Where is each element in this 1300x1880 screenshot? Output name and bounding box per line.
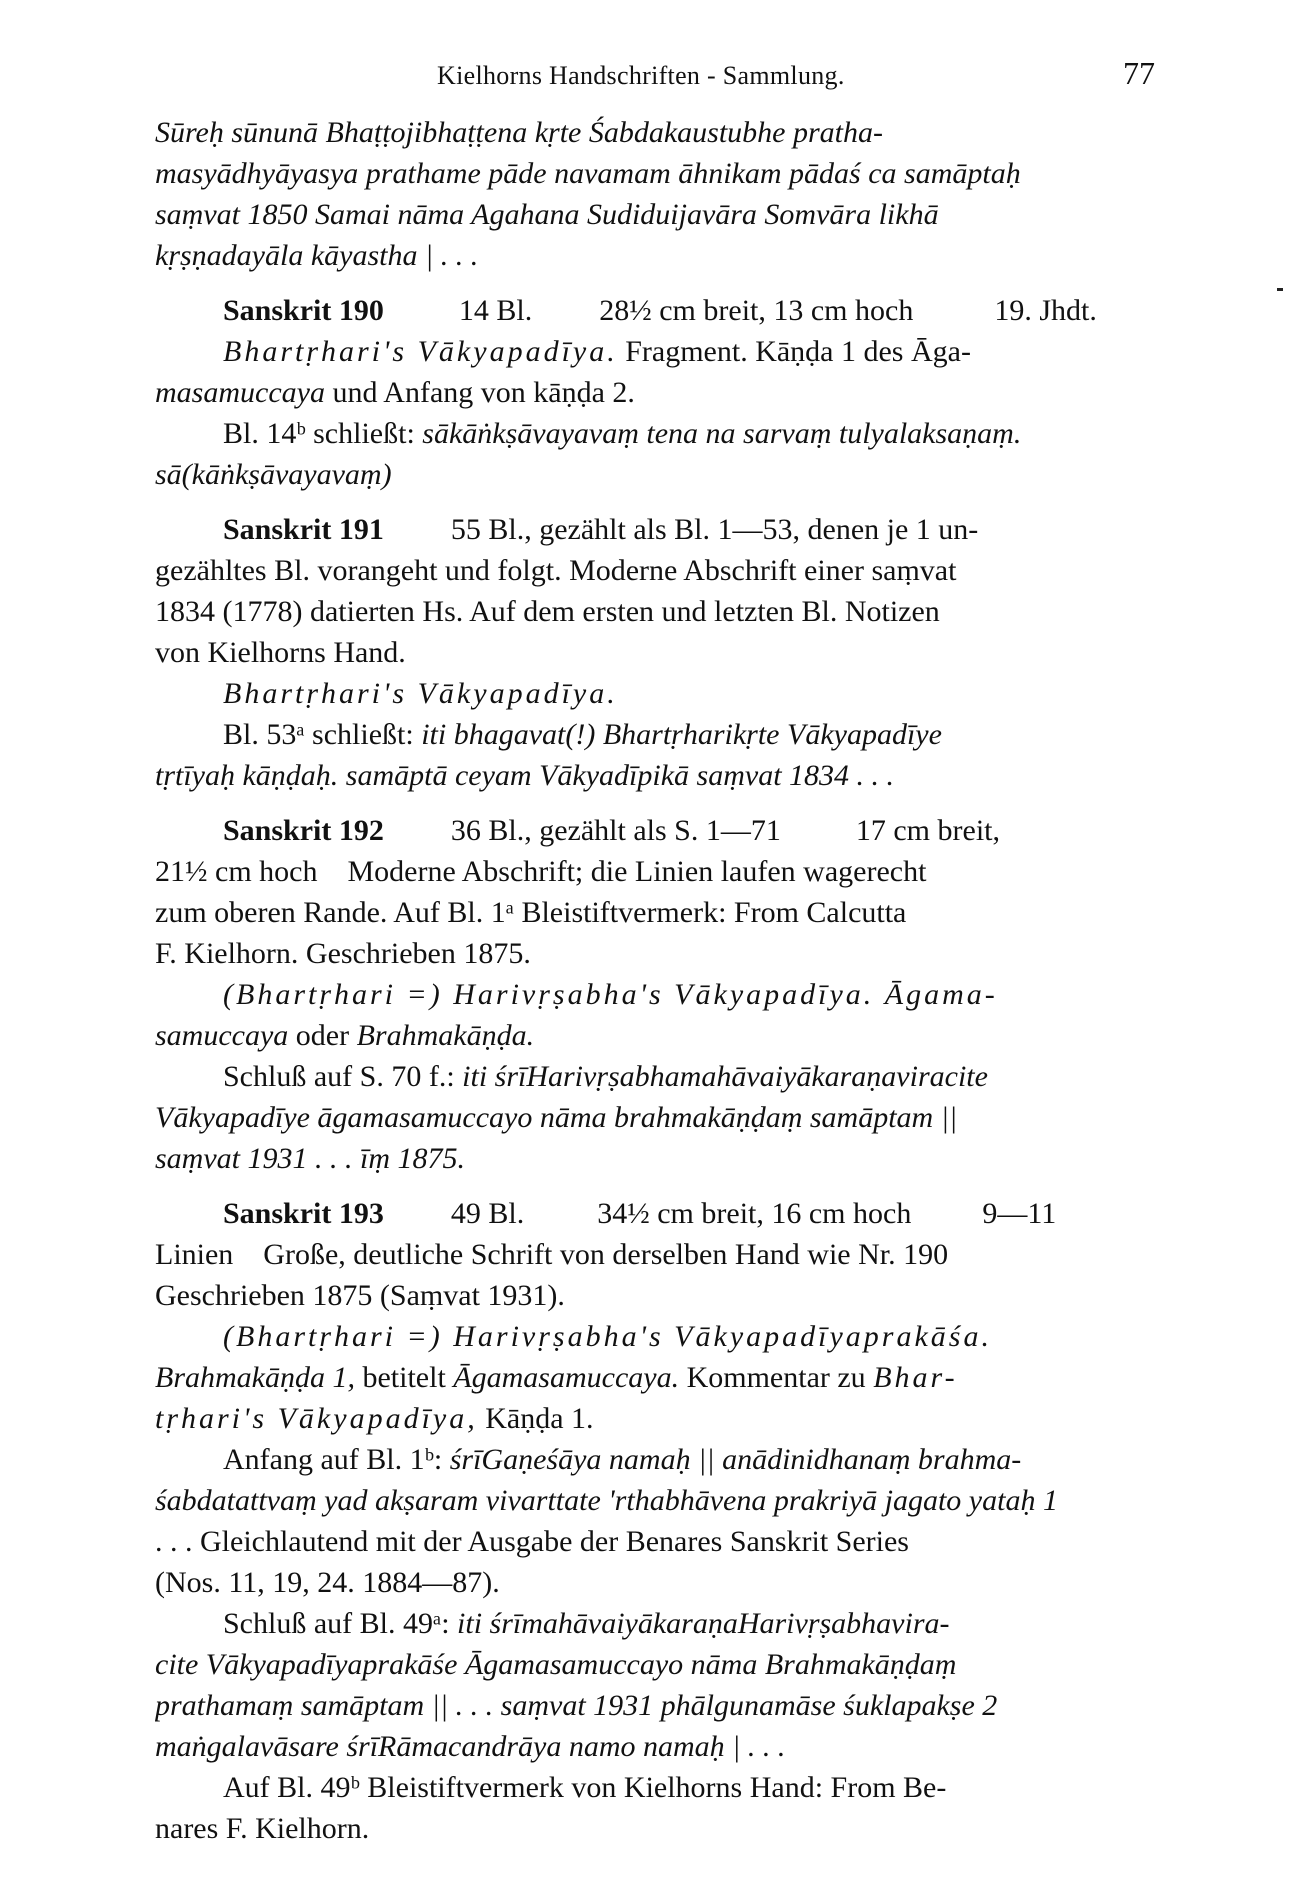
- sanskrit-text: sākāṅkṣāvayavaṃ tena na sarvaṃ tulyalaksaṇaṃ.: [422, 417, 1022, 450]
- work-title: tṛhari's Vākyapadīya,: [155, 1402, 478, 1435]
- text-segment: 55 Bl., gezählt als Bl. 1—53, denen je 1 un-: [450, 513, 979, 546]
- running-title: Kielhorns Handschriften - Sammlung.: [437, 61, 845, 90]
- text-segment: betitelt: [354, 1361, 454, 1394]
- text-line: zum oberen Rande. Auf Bl. 1ᵃ Bleistiftvermerk: From Calcutta: [155, 896, 907, 929]
- sanskrit-text: saṃvat 1850 Samai nāma Agahana Sudiduijavāra Somvāra likhā: [155, 198, 939, 231]
- sanskrit-text: śrīGaṇeśāya namaḥ || anādinidhanaṃ brahma-: [449, 1443, 1022, 1476]
- text-line: [155, 1097, 1155, 1138]
- entry-heading: Sanskrit 193: [223, 1197, 384, 1230]
- sanskrit-text: Sūreḥ sūnunā Bhaṭṭojibhaṭṭena kṛte Śabdakaustubhe pratha-: [155, 116, 883, 149]
- text-line: [155, 755, 1155, 796]
- sanskrit-text: iti śrīHarivṛṣabhamahāvaiyākaraṇaviracite: [462, 1060, 988, 1093]
- sanskrit-text: Āgamasamuccaya.: [453, 1361, 680, 1394]
- text-line: [155, 1644, 1155, 1685]
- sanskrit-text: sā(kāṅkṣāvayavaṃ): [155, 458, 392, 491]
- sanskrit-text: Brahmakāṇḍa.: [356, 1019, 535, 1052]
- entry-sanskrit-190: [155, 290, 1155, 495]
- text-line: Linien Große, deutliche Schrift von derselben Hand wie Nr. 190: [155, 1238, 949, 1271]
- sanskrit-text: kṛṣṇadayāla kāyastha | . . .: [155, 239, 479, 272]
- entry-heading-line: [155, 509, 1155, 550]
- sanskrit-text: prathamaṃ samāptam || . . . saṃvat 1931 phālgunamāse śuklapakṣe 2: [155, 1689, 998, 1722]
- entry-heading-line: [155, 810, 1155, 851]
- sanskrit-text: cite Vākyapadīyaprakāśe Āgamasamuccayo nāma Brahmakāṇḍaṃ: [155, 1648, 957, 1681]
- text-line: [155, 194, 1155, 235]
- text-segment: Kāṇḍa 1.: [477, 1402, 594, 1435]
- leaf-count: 14 Bl.: [458, 294, 533, 327]
- leaf-count: 36 Bl., gezählt als S. 1—71: [450, 814, 781, 847]
- text-line: (Nos. 11, 19, 24. 1884—87).: [155, 1566, 500, 1599]
- sanskrit-text: maṅgalavāsare śrīRāmacandrāya namo namaḥ | . . .: [155, 1730, 786, 1763]
- sanskrit-text: iti śrīmahāvaiyākaraṇaHarivṛṣabhavira-: [457, 1607, 950, 1640]
- page-header: [155, 55, 1155, 95]
- text-line: [155, 673, 1155, 714]
- text-line: von Kielhorns Hand.: [155, 636, 406, 669]
- text-segment: Schluß auf Bl. 49ᵃ:: [223, 1607, 458, 1640]
- entry-heading: Sanskrit 190: [223, 294, 384, 327]
- text-line: [155, 1357, 1155, 1398]
- leaf-count: 49 Bl.: [450, 1197, 525, 1230]
- page-number: 77: [1123, 55, 1155, 91]
- text-line: [155, 153, 1155, 194]
- text-segment: oder: [288, 1019, 357, 1052]
- text-line: gezähltes Bl. vorangeht und folgt. Moderne Abschrift einer saṃvat: [155, 554, 957, 587]
- text-line: 21½ cm hoch Moderne Abschrift; die Linien laufen wagerecht: [155, 855, 927, 888]
- entry-gap: [155, 495, 1155, 509]
- sanskrit-text: saṃvat 1931 . . . īṃ 1875.: [155, 1142, 465, 1175]
- text-line: [155, 112, 1155, 153]
- entry-heading: Sanskrit 192: [223, 814, 384, 847]
- entry-heading-line: [155, 1193, 1155, 1234]
- entry-heading-line: [155, 290, 1155, 331]
- text-line: Auf Bl. 49ᵇ Bleistiftvermerk von Kielhorns Hand: From Be-: [223, 1771, 947, 1804]
- text-line: 1834 (1778) datierten Hs. Auf dem ersten und letzten Bl. Notizen: [155, 595, 940, 628]
- text-line: [155, 413, 1155, 454]
- text-segment: Fragment. Kāṇḍa 1 des Āga-: [617, 335, 971, 368]
- text-line: [155, 1015, 1155, 1056]
- text-line: [155, 974, 1155, 1015]
- text-segment: Anfang auf Bl. 1ᵇ:: [223, 1443, 450, 1476]
- text-line: [155, 714, 1155, 755]
- text-line: [155, 331, 1155, 372]
- line-count: 9—11: [982, 1197, 1057, 1230]
- text-line: [155, 454, 1155, 495]
- dimensions: 17 cm breit,: [855, 814, 1000, 847]
- text-line: [155, 1398, 1155, 1439]
- text-line: [155, 1603, 1155, 1644]
- text-line: Geschrieben 1875 (Saṃvat 1931).: [155, 1279, 565, 1312]
- text-line: [155, 1056, 1155, 1097]
- entry-gap: [155, 1179, 1155, 1193]
- text-segment: Bl. 14ᵇ schließt:: [223, 417, 423, 450]
- entry-gap: [155, 796, 1155, 810]
- text-line: [155, 1480, 1155, 1521]
- entry-gap: [155, 276, 1155, 290]
- sanskrit-text: samuccaya: [155, 1019, 289, 1052]
- work-title: (Bhartṛhari =) Harivṛṣabha's Vākyapadīya. Āgama-: [223, 978, 998, 1011]
- text-segment: und Anfang von kāṇḍa 2.: [324, 376, 635, 409]
- text-line: [155, 235, 1155, 276]
- text-line: [155, 372, 1155, 413]
- text-line: . . . Gleichlautend mit der Ausgabe der Benares Sanskrit Series: [155, 1525, 909, 1558]
- entry-heading: Sanskrit 191: [223, 513, 384, 546]
- sanskrit-text: Vākyapadīye āgamasamuccayo nāma brahmakāṇḍaṃ samāptam ||: [155, 1101, 958, 1134]
- text-line: [155, 1439, 1155, 1480]
- text-line: [155, 1685, 1155, 1726]
- sanskrit-text: Bhar-: [873, 1361, 958, 1394]
- text-line: nares F. Kielhorn.: [155, 1812, 370, 1845]
- margin-mark: [1277, 288, 1283, 291]
- work-title: Bhartṛhari's Vākyapadīya.: [223, 335, 618, 368]
- sanskrit-text: Brahmakāṇḍa 1,: [155, 1361, 355, 1394]
- page-body: [155, 112, 1155, 1849]
- text-line: [155, 1316, 1155, 1357]
- sanskrit-text: masamuccaya: [155, 376, 325, 409]
- text-segment: Schluß auf S. 70 f.:: [223, 1060, 463, 1093]
- sanskrit-text: iti bhagavat(!) Bhartṛharikṛte Vākyapadīye: [421, 718, 942, 751]
- sanskrit-text: śabdatattvaṃ yad akṣaram vivarttate 'rthabhāvena prakriyā jagato yataḥ 1: [155, 1484, 1058, 1517]
- sanskrit-text: masyādhyāyasya prathame pāde navamam āhnikam pādaś ca samāptaḥ: [155, 157, 1021, 190]
- work-title: (Bhartṛhari =) Harivṛṣabha's Vākyapadīyaprakāśa.: [223, 1320, 992, 1353]
- date: 19. Jhdt.: [994, 294, 1097, 327]
- text-line: [155, 1726, 1155, 1767]
- dimensions: 34½ cm breit, 16 cm hoch: [597, 1197, 912, 1230]
- text-line: F. Kielhorn. Geschrieben 1875.: [155, 937, 531, 970]
- intro-paragraph: [155, 112, 1155, 276]
- text-segment: Kommentar zu: [679, 1361, 874, 1394]
- sanskrit-text: tṛtīyaḥ kāṇḍaḥ. samāptā ceyam Vākyadīpikā saṃvat 1834 . . .: [155, 759, 895, 792]
- text-segment: Bl. 53ᵃ schließt:: [223, 718, 422, 751]
- entry-sanskrit-191: [155, 509, 1155, 796]
- dimensions: 28½ cm breit, 13 cm hoch: [599, 294, 914, 327]
- entry-sanskrit-192: [155, 810, 1155, 1179]
- text-line: [155, 1138, 1155, 1179]
- entry-sanskrit-193: [155, 1193, 1155, 1849]
- work-title: Bhartṛhari's Vākyapadīya.: [223, 677, 618, 710]
